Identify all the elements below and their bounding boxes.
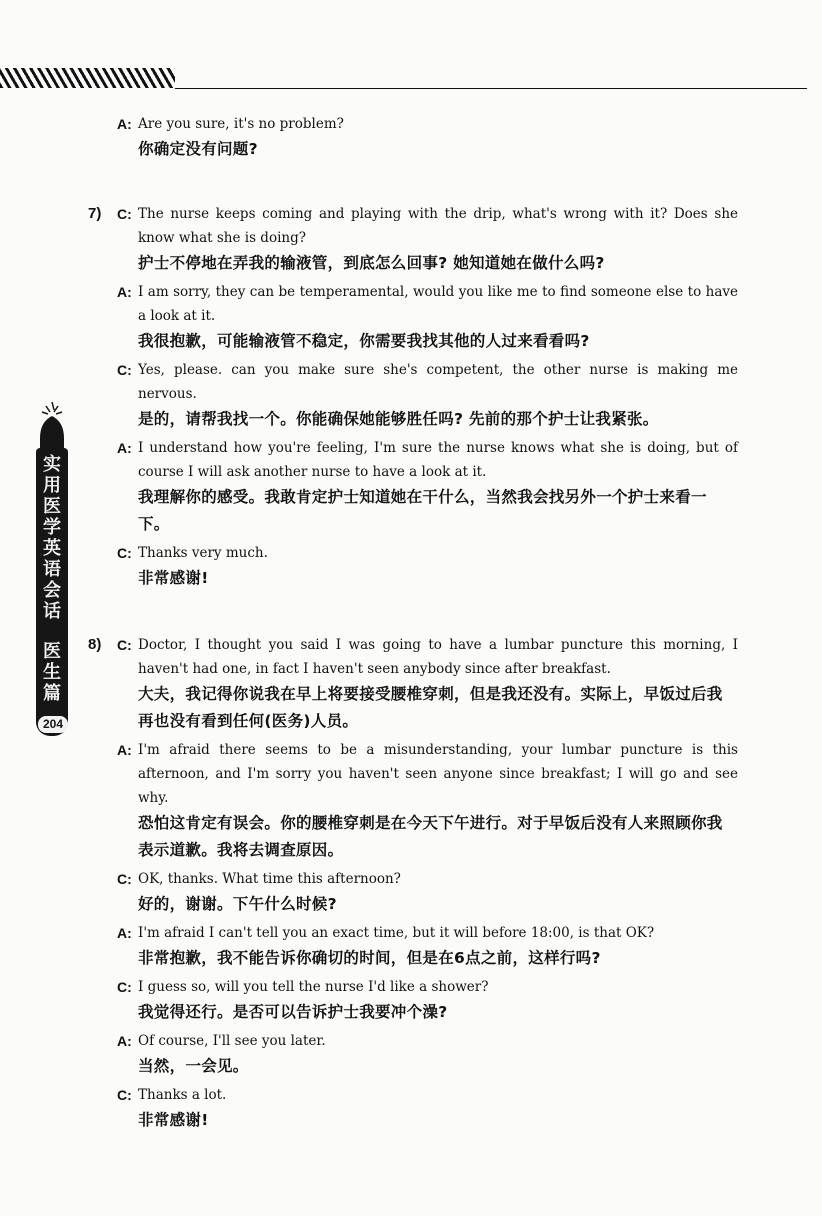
dialogue-line xyxy=(0,633,738,735)
dialogue-line xyxy=(0,202,738,277)
dialogue-number: 8) xyxy=(88,636,102,653)
english-text: I am sorry, they can be temperamental, would you like me to find someone else to have a look at it. xyxy=(138,284,738,324)
header-hatch-decoration xyxy=(0,68,175,88)
speaker-label: C: xyxy=(117,871,132,887)
dialogue-line xyxy=(0,1083,738,1134)
chinese-text: 非常感谢! xyxy=(138,569,209,587)
chinese-text: 我觉得还行。是否可以告诉护士我要冲个澡? xyxy=(138,1003,448,1021)
speaker-label: C: xyxy=(117,637,132,653)
dialogue-line xyxy=(0,975,738,1026)
dialogue-line xyxy=(0,280,738,355)
dialogue-line xyxy=(0,867,738,918)
speaker-label: C: xyxy=(117,979,132,995)
dialogue-line xyxy=(0,436,738,538)
dialogue-number: 7) xyxy=(88,205,102,222)
english-text: Thanks a lot. xyxy=(138,1087,227,1103)
chinese-text: 我理解你的感受。我敢肯定护士知道她在干什么，当然我会找另外一个护士来看一下。 xyxy=(138,488,707,533)
chinese-text: 当然，一会见。 xyxy=(138,1057,249,1075)
english-text: Doctor, I thought you said I was going to have a lumbar puncture this morning, I haven't had one, in fact I haven't seen anybody since after breakfast. xyxy=(138,637,738,677)
side-book-title: 实 用 医 学 英 语 会 话 xyxy=(43,454,61,622)
english-text: I understand how you're feeling, I'm sure the nurse knows what she is doing, but of course I will ask another nurse to have a look at it. xyxy=(138,440,738,480)
dialogue-8 xyxy=(0,633,822,1134)
english-text: I'm afraid there seems to be a misunderstanding, your lumbar puncture is this afternoon, and I'm sorry you haven't seen anyone since breakfast; I will go and see why. xyxy=(138,742,738,806)
chinese-text: 好的，谢谢。下午什么时候? xyxy=(138,895,337,913)
speaker-label: C: xyxy=(117,1087,132,1103)
chinese-text: 非常抱歉，我不能告诉你确切的时间，但是在6点之前，这样行吗? xyxy=(138,949,601,967)
dialogue-intro xyxy=(0,112,822,163)
dialogue-line xyxy=(0,1029,738,1080)
chinese-text: 恐怕这肯定有误会。你的腰椎穿刺是在今天下午进行。对于早饭后没有人来照顾你我表示道歉。我将去调查原因。 xyxy=(138,814,723,859)
chinese-text: 你确定没有问题? xyxy=(138,140,258,158)
speaker-label: A: xyxy=(117,440,132,456)
speaker-label: A: xyxy=(117,742,132,758)
english-text: The nurse keeps coming and playing with the drip, what's wrong with it? Does she know what she is doing? xyxy=(138,206,738,246)
speaker-label: A: xyxy=(117,116,132,132)
chinese-text: 是的，请帮我找一个。你能确保她能够胜任吗? 先前的那个护士让我紧张。 xyxy=(138,410,659,428)
speaker-label: C: xyxy=(117,362,132,378)
english-text: I'm afraid I can't tell you an exact time, but it will before 18:00, is that OK? xyxy=(138,925,655,941)
speaker-label: A: xyxy=(117,1033,132,1049)
english-text: I guess so, will you tell the nurse I'd like a shower? xyxy=(138,979,489,995)
english-text: Yes, please. can you make sure she's competent, the other nurse is making me nervous. xyxy=(138,362,738,402)
speaker-label: C: xyxy=(117,206,132,222)
english-text: Are you sure, it's no problem? xyxy=(138,116,344,132)
dialogue-line xyxy=(0,541,738,592)
chinese-text: 非常感谢! xyxy=(138,1111,209,1129)
page-body xyxy=(0,112,822,1137)
dialogue-line xyxy=(0,738,738,864)
speaker-label: A: xyxy=(117,284,132,300)
header-rule xyxy=(175,88,807,89)
dialogue-line xyxy=(0,921,738,972)
chinese-text: 护士不停地在弄我的输液管，到底怎么回事? 她知道她在做什么吗? xyxy=(138,254,605,272)
english-text: OK, thanks. What time this afternoon? xyxy=(138,871,401,887)
dialogue-line xyxy=(0,112,738,163)
english-text: Of course, I'll see you later. xyxy=(138,1033,326,1049)
chinese-text: 大夫，我记得你说我在早上将要接受腰椎穿刺，但是我还没有。实际上，早饭过后我再也没有看到任何(医务)人员。 xyxy=(138,685,723,730)
speaker-label: C: xyxy=(117,545,132,561)
side-volume-title: 医 生 篇 xyxy=(43,641,61,704)
speaker-label: A: xyxy=(117,925,132,941)
dialogue-line xyxy=(0,358,738,433)
english-text: Thanks very much. xyxy=(138,545,268,561)
page-number: 204 xyxy=(38,716,68,733)
dialogue-7 xyxy=(0,202,822,592)
chinese-text: 我很抱歉，可能输液管不稳定，你需要我找其他的人过来看看吗? xyxy=(138,332,590,350)
